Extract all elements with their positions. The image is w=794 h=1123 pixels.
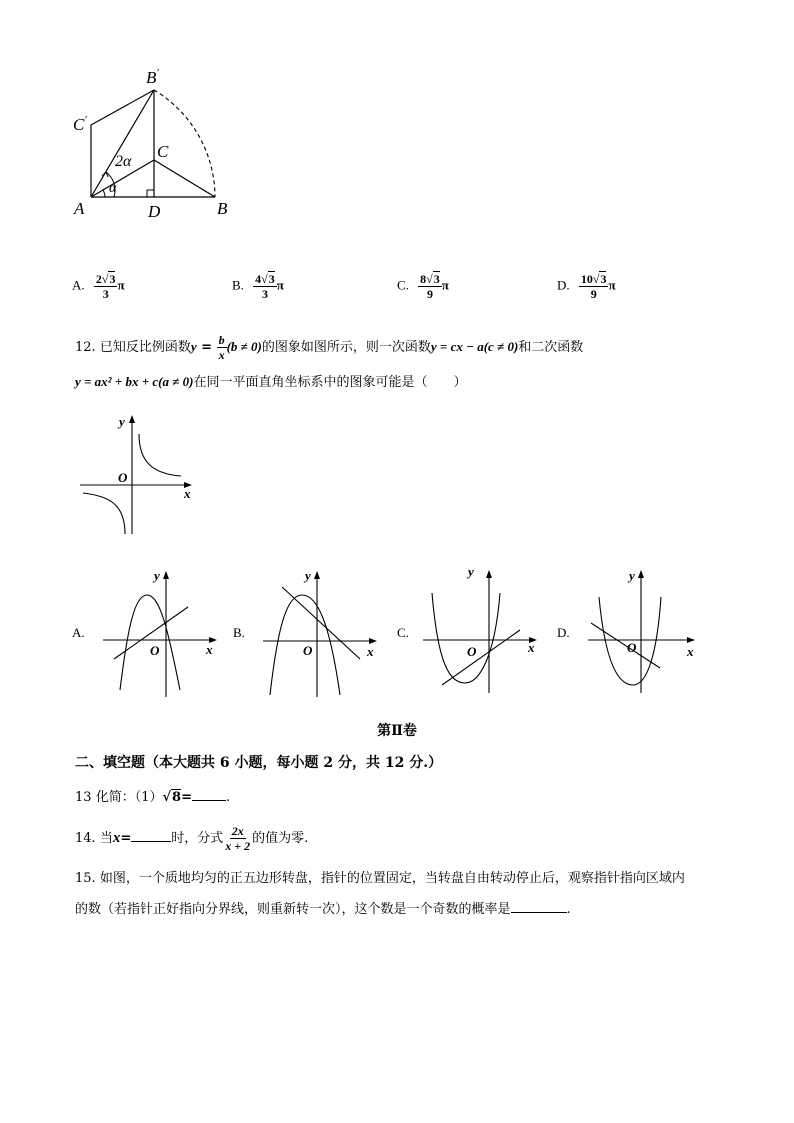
- q11-option-d[interactable]: [557, 272, 616, 301]
- svg-text:O: O: [467, 644, 477, 659]
- option-fraction: $\frac{4√3}{3}$: [255, 272, 275, 301]
- svg-text:x: x: [528, 640, 535, 655]
- svg-text:O: O: [150, 643, 160, 658]
- q12-text4: 在同一平面直角坐标系中的图象可能是（ ）: [193, 375, 467, 390]
- hyperbola-graph: [75, 412, 200, 540]
- q14-fraction: $\frac{2x}{x + 2}$: [225, 824, 251, 853]
- q12-option-d-graph[interactable]: [585, 565, 710, 695]
- q12-text3: 和二次函数: [518, 340, 584, 355]
- q12-option-c-graph[interactable]: [420, 565, 545, 695]
- q15-line2: 的数（若指针正好指向分界线，则重新转一次），这个数是一个奇数的概率是 .: [75, 902, 571, 917]
- label-c-prime: C′: [73, 114, 87, 134]
- question-number: 15.: [75, 871, 96, 886]
- pi-symbol: π: [441, 277, 449, 293]
- q15-line2-text: 的数（若指针正好指向分界线，则重新转一次），这个数是一个奇数的概率是: [75, 902, 511, 917]
- fn3: y = ax² + bx + c(a ≠ 0): [75, 374, 194, 389]
- geometry-figure: [60, 60, 260, 230]
- label-a: A: [74, 199, 85, 218]
- pi-symbol: π: [608, 277, 616, 293]
- q11-option-b[interactable]: [232, 272, 284, 301]
- option-letter: A.: [72, 277, 85, 293]
- svg-text:x: x: [184, 486, 191, 501]
- label-d: D: [148, 202, 161, 221]
- section2-header: 二、填空题（本大题共 6 小题，每小题 2 分，共 12 分.）: [75, 755, 443, 771]
- segment-ab-prime: [91, 90, 154, 197]
- answer-blank[interactable]: [131, 841, 171, 842]
- q11-option-c[interactable]: [397, 272, 449, 301]
- svg-text:O: O: [627, 640, 637, 655]
- fn1-condition: (b ≠ 0): [226, 339, 262, 354]
- label-b: B: [217, 199, 228, 218]
- option-fraction: $\frac{8√3}{9}$: [420, 272, 440, 301]
- q14: 14. 当x= 时，分式 $\frac{2x}{x + 2}$ 的值为零.: [75, 824, 309, 853]
- label-b-prime: B′: [146, 67, 159, 87]
- q12-option-b-letter[interactable]: B.: [233, 625, 245, 640]
- q15-line1: [75, 870, 685, 888]
- svg-text:y: y: [305, 568, 311, 583]
- svg-text:x: x: [687, 644, 694, 659]
- q12-option-d-letter[interactable]: D.: [557, 625, 570, 640]
- svg-text:O: O: [303, 643, 313, 658]
- segment-c-prime-b-prime: [91, 90, 154, 125]
- label-alpha: α: [109, 181, 117, 196]
- question-number: 14.: [75, 831, 96, 846]
- pi-symbol: π: [276, 277, 284, 293]
- fn1-lhs: y: [190, 339, 197, 354]
- option-letter: D.: [557, 277, 570, 293]
- q15-line1-text: 如图，一个质地均匀的正五边形转盘，指针的位置固定，当转盘自由转动停止后，观察指针指向区域内: [99, 871, 685, 886]
- right-angle-mark: [147, 190, 154, 197]
- fn1-fraction: $\frac{b}{x}$: [218, 333, 225, 362]
- label-c: C: [157, 142, 169, 161]
- question-number: 13: [75, 790, 92, 805]
- q12-line1: 12. 已知反比例函数y = $\frac{b}{x}$ (b ≠ 0)的图象如图所示，则一次函数y = cx − a(c ≠ 0)和二次函数: [75, 333, 584, 362]
- fn2: y = cx − a(c ≠ 0): [430, 339, 519, 354]
- q12-text2: 的图象如图所示，则一次函数: [261, 340, 431, 355]
- q12-option-a-graph[interactable]: [100, 565, 225, 700]
- label-2alpha: 2α: [115, 153, 132, 170]
- option-fraction: $\frac{2√3}{3}$: [95, 272, 116, 301]
- svg-text:y: y: [119, 414, 125, 429]
- svg-text:x: x: [206, 642, 213, 657]
- svg-text:O: O: [118, 470, 128, 485]
- option-letter: B.: [232, 277, 244, 293]
- svg-text:y: y: [468, 565, 474, 579]
- svg-text:x: x: [367, 644, 374, 659]
- q12-option-c-letter[interactable]: C.: [397, 625, 409, 640]
- q11-option-a[interactable]: [72, 272, 125, 301]
- q12-option-a-letter[interactable]: A.: [72, 625, 85, 640]
- q13-text: 化简：（1）: [95, 790, 163, 805]
- svg-text:y: y: [154, 568, 160, 583]
- answer-blank[interactable]: [511, 912, 567, 913]
- q13: 13 化简：（1）√8= .: [75, 790, 231, 805]
- q12-option-b-graph[interactable]: [260, 565, 385, 700]
- angle-arc-alpha: [103, 190, 105, 197]
- section-title: 第Ⅱ卷: [377, 723, 417, 739]
- answer-blank[interactable]: [192, 800, 226, 801]
- q12-line2: [75, 373, 466, 392]
- q12-text1: 已知反比例函数: [99, 340, 191, 355]
- question-number: 12.: [75, 340, 96, 355]
- svg-text:y: y: [629, 568, 635, 583]
- pi-symbol: π: [117, 277, 125, 293]
- option-letter: C.: [397, 277, 409, 293]
- option-fraction: $\frac{10√3}{9}$: [580, 272, 607, 301]
- segment-cb: [154, 160, 215, 197]
